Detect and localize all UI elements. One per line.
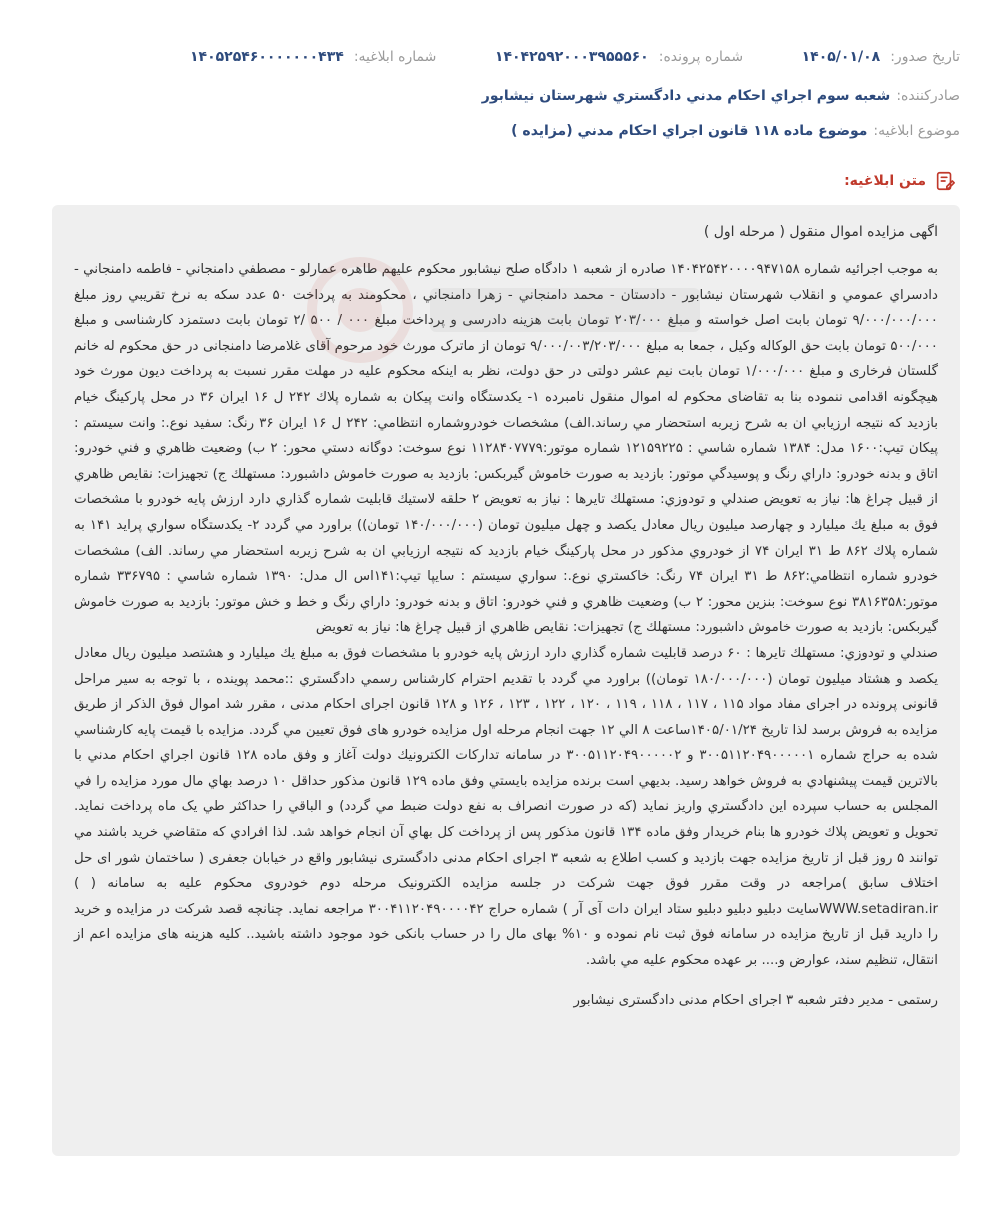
notice-content	[52, 205, 960, 1156]
issuer-value: شعبه سوم اجراي احكام مدني دادگستري شهرستان نيشابور	[481, 88, 891, 104]
subject-label: موضوع ابلاغیه:	[873, 123, 960, 139]
notice-number-label: شماره ابلاغیه:	[353, 49, 437, 65]
notice-body: به موجب اجرائيه شماره ۱۴۰۴۲۵۴۲۰۰۰۰۹۴۷۱۵۸ صادره از شعبه ۱ دادگاه صلح نيشابور محكوم عليهم طاهره عمارلو - مصطفي دامنجاني - فاطمه دامنجاني - دادسراي عمومي و انقلاب شهرستان نيشابور - دادستان - محمد دامنجاني - زهرا دامنجاني ، محكومند به پرداخت ۵۰ عدد سكه به نرخ تقريبي روز مبلغ ۹/۰۰۰/۰۰۰/۰۰۰ تومان بابت اصل خواسته و مبلغ ۲۰۳/۰۰۰ تومان بابت هزينه دادرسی و پرداخت مبلغ ۰۰۰ / ۵۰۰ /۲ تومان بابت دستمزد كارشناسی و مبلغ ۵۰۰/۰۰۰ تومان بابت حق الوكاله وكيل ، جمعا به مبلغ ۹/۰۰۰/۰۰۳/۲۰۳/۰۰۰ تومان از ماترک مورث خود مرحوم آقای غلامرضا دامنجانی در حق محكوم له خانم گلستان فرخاری و مبلغ ۱/۰۰۰/۰۰۰ تومان بابت نيم عشر دولتی در حق دولت، نظر به اينكه محكوم عليه در مهلت مقرر نسبت به پرداخت ديون مورث خود هيچگونه اقدامی ننموده بنا به تقاضای محكوم له اموال منقول نامبرده ۱- يكدستگاه وانت پيكان به شماره پلاك ۲۴۲ ل ۱۶ ايران ۳۶ در محل پاركينگ خيام بازديد كه نتيجه ارزيابي ان به شرح زيربه استحضار مي رساند.الف) مشخصات خودروشماره انتظامي: ۲۴۲ ل ۱۶ ايران ۳۶ رنگ: سفيد نوع.: وانت سيستم : پيكان تيپ:۱۶۰۰ مدل: ۱۳۸۴ شماره شاسي : ۱۲۱۵۹۲۲۵ شماره موتور:۱۱۲۸۴۰۷۷۷۹ نوع سوخت: دوگانه دستي محور: ۲ ب) وضعيت ظاهري و فني خودرو: اتاق و بدنه خودرو: داراي رنگ و پوسيدگي موتور: بازديد به صورت خاموش گيربكس: بازديد به صورت خاموش داشبورد: مستهلك ج) تجهيزات: نقايص ظاهري از قبيل چراغ ها: نياز به تعويض صندلي و تودوزي: مستهلك تايرها : نياز به تعويض ۲ حلقه لاستيك قابليت شماره گذاري دارد ارزش پايه خودرو با مشخصات فوق به مبلغ يك ميليارد و چهارصد ميليون ريال معادل يكصد و چهل ميليون تومان (۱۴۰/۰۰۰/۰۰۰ تومان)) براورد مي گردد ۲- يكدستگاه سواري پرايد ۱۴۱ به شماره پلاك ۸۶۲ ط ۳۱ ايران ۷۴ از خودروي مذكور در محل پاركينگ خيام بازديد كه نتيجه ارزيابي ان به شرح زيربه استحضار مي رساند. الف) مشخصات خودرو شماره انتظامي:۸۶۲ ط ۳۱ ايران ۷۴ رنگ: خاكستري نوع.: سواري سيستم : سايپا تيپ:۱۴۱اس ال مدل: ۱۳۹۰ شماره شاسي : ۳۳۶۷۹۵ شماره موتور:۳۸۱۶۳۵۸ نوع سوخت: بنزين محور: ۲ ب) وضعيت ظاهري و فني خودرو: اتاق و بدنه خودرو: داراي رنگ و خط و خش موتور: بازديد به صورت خاموش گيربكس: بازديد به صورت خاموش داشبورد: مستهلك ج) تجهيزات: نقايص ظاهري از قبيل چراغ ها: نياز به تعويض صندلي و تودوزي: مستهلك تايرها : ۶۰ درصد قابليت شماره گذاري دارد ارزش پايه خودرو با مشخصات فوق به مبلغ يك ميليارد و هشتصد ميليون ريال معادل يكصد و هشتاد ميليون تومان (۱۸۰/۰۰۰/۰۰۰ تومان)) براورد مي گردد با تقديم احترام كارشناس رسمي دادگستري ::محمد پوينده ، با توجه به سير مراحل قانونی پرونده در اجرای مفاد مواد ۱۱۵ ، ۱۱۷ ، ۱۱۸ ، ۱۱۹ ، ۱۲۰ ، ۱۲۲ ، ۱۲۳ ، ۱۲۶ و ۱۲۸ قانون اجرای احکام مدنی ، مقرر شد اموال فوق الذکر از طريق مزايده به فروش برسد لذا تاريخ ۱۴۰۵/۰۱/۲۴ساعت ۸ الي ۱۲ جهت انجام مرحله اول مزايده خودرو های فوق تعيين مي گردد. مزايده با قيمت پايه كارشناسي شده به حراج شماره ۳۰۰۵۱۱۲۰۴۹۰۰۰۰۰۱ و ۳۰۰۵۱۱۲۰۴۹۰۰۰۰۰۲ در سامانه تداركات الكترونيك دولت آغاز و وفق ماده ۱۲۸ قانون اجراي احكام مدني با بالاترين قيمت پيشنهادي به فروش خواهد رسيد. بديهي است برنده مزايده بايستي وفق ماده ۱۲۹ قانون مذكور حداقل ۱۰ درصد بهاي مال مورد مزايده را في المجلس به حساب سپرده اين دادگستري واريز نمايد (كه در صورت انصراف به نفع دولت ضبط مي گردد) و الباقي را حداكثر طي يک ماه پرداخت نمايد. تحويل و تعويض پلاك خودرو ها بنام خريدار وفق ماده ۱۳۴ قانون مذكور پس از پرداخت كل بهاي آن انجام خواهد شد. لذا افرادي كه متقاضي خريد باشند مي توانند ۵ روز قبل از تاريخ مزايده جهت بازديد و كسب اطلاع به شعبه ۳ اجرای احکام مدنی دادگستری نيشابور واقع در خيابان جعفری ( ساختمان شور ای حل اختلاف سابق )مراجعه در وقت مقرر فوق جهت شركت در جلسه مزايده الكترونيک مرحله دوم خودروی محكوم عليه به سامانه ( ) WWW.setadiran.irسايت دبليو دبليو دبليو ستاد ايران دات آی آر ) شماره حراج ۳۰۰۴۱۱۲۰۴۹۰۰۰۰۴۲ مراجعه نمايد. چنانچه قصد شركت در مزايده و خريد را داريد قبل از تاريخ مزايده در سامانه فوق ثبت نام نموده و ۱۰% بهای مال را در حساب بانكی خود موجود داشته باشيد.. كليه هزينه های مزايده اعم از انتقال، تنظيم سند، عوارض و.... بر عهده محکوم عليه مي باشد.	[74, 262, 939, 969]
issue-date	[802, 49, 960, 65]
subject-line	[40, 120, 960, 142]
notice-number-value: ۱۴۰۵۲۵۴۶۰۰۰۰۰۰۰۴۳۴	[190, 49, 344, 65]
issue-date-value: ۱۴۰۵/۰۱/۰۸	[801, 49, 881, 65]
case-number-label: شماره پرونده:	[658, 49, 744, 65]
meta-row	[190, 46, 960, 68]
issuer-line	[40, 85, 960, 107]
issuer-label: صادرکننده:	[896, 88, 960, 104]
document-edit-icon	[934, 170, 956, 192]
notice-number	[190, 49, 436, 65]
notice-signature: رستمی - مدير دفتر شعبه ۳ اجرای احكام مدنی دادگستری نيشابور	[573, 992, 938, 1008]
case-number-value: ۱۴۰۴۲۵۹۲۰۰۰۳۹۵۵۵۶۰	[494, 49, 649, 65]
case-number	[495, 49, 743, 65]
issue-date-label: تاریخ صدور:	[890, 49, 960, 65]
notice-heading-label: متن ابلاغیه:	[844, 173, 926, 189]
subject-value: موضوع ماده ۱۱۸ قانون اجراي احكام مدني (مزايده )	[511, 123, 868, 139]
notice-heading	[844, 170, 956, 192]
notice-title: اگهی مزایده اموال منقول ( مرحله اول )	[703, 224, 938, 240]
